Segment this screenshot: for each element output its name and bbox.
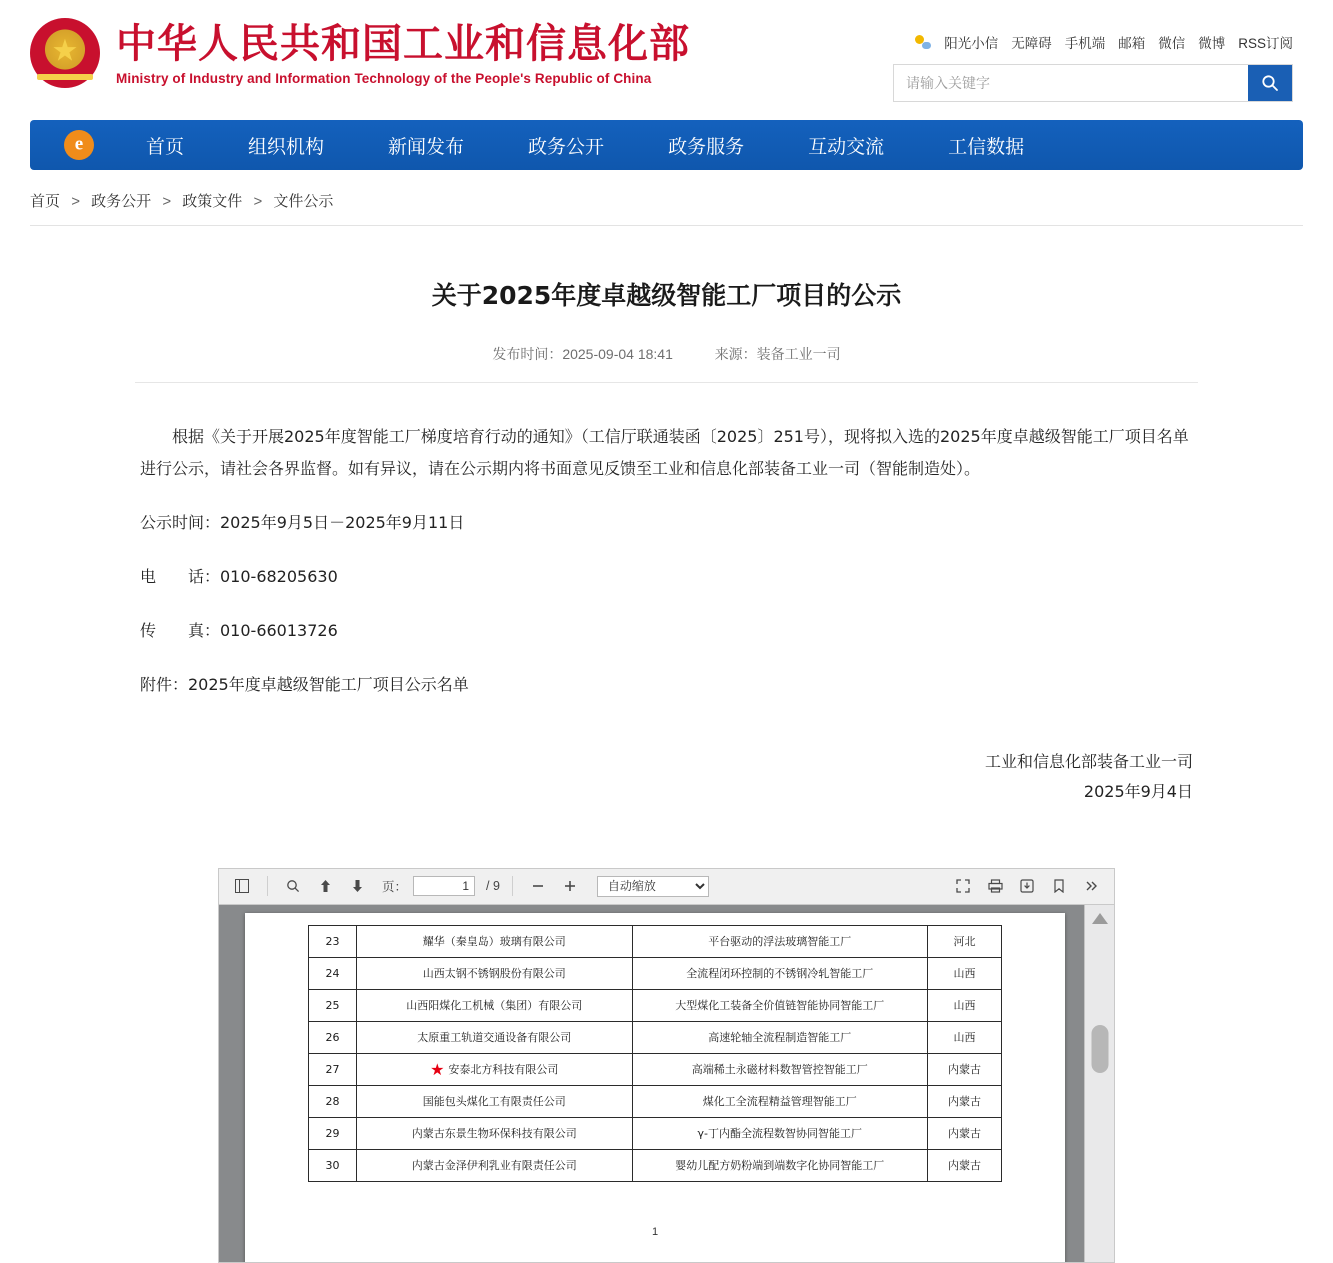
cell-company: 内蒙古金泽伊利乳业有限责任公司 <box>356 1149 632 1181</box>
table-row <box>309 1085 1002 1117</box>
pdf-page-footer-number: 1 <box>651 1225 659 1238</box>
search-input[interactable] <box>894 65 1248 101</box>
cell-project: 婴幼儿配方奶粉端到端数字化协同智能工厂 <box>632 1149 928 1181</box>
site-name-cn: 中华人民共和国工业和信息化部 <box>116 20 690 67</box>
search-bar <box>893 64 1293 102</box>
table-row <box>309 1053 1002 1085</box>
search-button[interactable] <box>1248 65 1292 101</box>
nav-item-data[interactable]: 工信数据 <box>948 135 1025 158</box>
zoom-level-select[interactable] <box>597 876 709 897</box>
article-body <box>140 421 1193 808</box>
bookmark-icon[interactable] <box>1046 874 1072 898</box>
nav-item-organization[interactable]: 组织机构 <box>248 135 325 158</box>
pdf-scrollbar[interactable] <box>1084 905 1114 1262</box>
publish-time-label: 发布时间： <box>492 346 563 362</box>
source-label: 来源： <box>714 346 757 362</box>
pdf-table <box>308 925 1002 1182</box>
main-nav <box>30 120 1303 170</box>
scroll-up-arrow-icon[interactable] <box>1092 913 1108 924</box>
print-icon[interactable] <box>982 874 1008 898</box>
cell-company: 山西阳煤化工机械（集团）有限公司 <box>356 989 632 1021</box>
more-tools-double-chevron-right-icon[interactable] <box>1078 874 1104 898</box>
article-paragraph: 根据《关于开展2025年度智能工厂梯度培育行动的通知》（工信厅联通装函〔2025〕251号），现将拟入选的2025年度卓越级智能工厂项目名单进行公示，请社会各界监督。如有异议，请在公示期内将书面意见反馈至工业和信息化部装备工业一司（智能制造处）。 <box>140 427 1189 478</box>
breadcrumb-item-home[interactable]: 首页 <box>30 193 61 210</box>
cell-no: 24 <box>309 957 357 989</box>
site-name-en: Ministry of Industry and Information Technology of the People's Republic of China <box>116 70 652 86</box>
cell-region: 山西 <box>928 957 1002 989</box>
notice-period-line: 公示时间：2025年9月5日－2025年9月11日 <box>140 513 465 532</box>
cell-no: 28 <box>309 1085 357 1117</box>
publish-time-value: 2025-09-04 18:41 <box>562 346 673 362</box>
nav-item-government-affairs[interactable]: 政务公开 <box>528 135 605 158</box>
top-link-sunshine[interactable]: 阳光小信 <box>944 36 999 51</box>
telephone-line: 电 话：010-68205630 <box>140 567 338 586</box>
cell-region: 内蒙古 <box>928 1149 1002 1181</box>
red-star-icon: ★ <box>430 1059 445 1079</box>
table-row <box>309 1021 1002 1053</box>
top-link-weibo[interactable]: 微博 <box>1198 36 1226 51</box>
find-search-icon[interactable] <box>280 874 306 898</box>
cell-company: 内蒙古东景生物环保科技有限公司 <box>356 1117 632 1149</box>
nav-item-news[interactable]: 新闻发布 <box>388 135 465 158</box>
attachment-line[interactable]: 附件：2025年度卓越级智能工厂项目公示名单 <box>140 675 469 694</box>
cell-company: 国能包头煤化工有限责任公司 <box>356 1085 632 1117</box>
cell-region: 内蒙古 <box>928 1085 1002 1117</box>
breadcrumb-item-government-affairs[interactable]: 政务公开 <box>91 193 152 210</box>
search-icon <box>1261 74 1279 92</box>
table-row <box>309 989 1002 1021</box>
top-link-wechat[interactable]: 微信 <box>1158 36 1186 51</box>
source-value: 装备工业一司 <box>756 346 841 362</box>
cell-no: 29 <box>309 1117 357 1149</box>
sun-cloud-icon <box>915 34 931 50</box>
signature-date: 2025年9月4日 <box>1083 782 1193 802</box>
nav-item-home[interactable]: 首页 <box>146 135 185 158</box>
national-emblem-icon <box>30 18 100 88</box>
cell-region: 河北 <box>928 925 1002 957</box>
signature-block <box>140 747 1193 808</box>
breadcrumb-separator: > <box>253 193 263 210</box>
table-row <box>309 957 1002 989</box>
breadcrumb-separator: > <box>162 193 172 210</box>
page-total-label: / 9 <box>486 879 500 894</box>
cell-company: 耀华（秦皇岛）玻璃有限公司 <box>356 925 632 957</box>
cell-project: 平台驱动的浮法玻璃智能工厂 <box>632 925 928 957</box>
table-row <box>309 1117 1002 1149</box>
cell-no: 30 <box>309 1149 357 1181</box>
cell-region: 内蒙古 <box>928 1117 1002 1149</box>
previous-page-arrow-up-icon[interactable] <box>312 874 338 898</box>
breadcrumb-separator: > <box>71 193 80 210</box>
nav-item-services[interactable]: 政务服务 <box>668 135 745 158</box>
top-link-rss[interactable]: RSS订阅 <box>1238 36 1293 51</box>
cell-project: 全流程闭环控制的不锈钢冷轧智能工厂 <box>632 957 928 989</box>
top-link-mail[interactable]: 邮箱 <box>1118 36 1146 51</box>
cell-project: 高端稀土永磁材料数智管控智能工厂 <box>632 1053 928 1085</box>
cell-no: 27 <box>309 1053 357 1085</box>
presentation-fullscreen-icon[interactable] <box>950 874 976 898</box>
page-number-label: 页： <box>382 880 408 895</box>
table-row <box>309 925 1002 957</box>
cell-project: 大型煤化工装备全价值链智能协同智能工厂 <box>632 989 928 1021</box>
download-icon[interactable] <box>1014 874 1040 898</box>
zoom-in-plus-icon[interactable] <box>557 874 583 898</box>
cell-region: 山西 <box>928 1021 1002 1053</box>
cell-company <box>356 1053 632 1085</box>
next-page-arrow-down-icon[interactable] <box>344 874 370 898</box>
cell-company: 太原重工轨道交通设备有限公司 <box>356 1021 632 1053</box>
site-brand[interactable] <box>30 18 690 88</box>
top-links <box>893 32 1293 52</box>
page-number-input[interactable] <box>413 876 475 896</box>
cell-no: 26 <box>309 1021 357 1053</box>
zoom-out-minus-icon[interactable] <box>525 874 551 898</box>
pdf-toolbar <box>218 868 1115 904</box>
cell-company-text: 安泰北方科技有限公司 <box>448 1062 559 1076</box>
breadcrumb <box>30 190 1303 226</box>
cell-project: 煤化工全流程精益管理智能工厂 <box>632 1085 928 1117</box>
cell-company: 山西太钢不锈钢股份有限公司 <box>356 957 632 989</box>
cell-region: 内蒙古 <box>928 1053 1002 1085</box>
cell-project: γ-丁内酯全流程数智协同智能工厂 <box>632 1117 928 1149</box>
pdf-viewer <box>218 868 1115 1263</box>
signature-department: 工业和信息化部装备工业一司 <box>984 752 1193 771</box>
miit-gear-icon <box>58 126 100 164</box>
pdf-page-1 <box>245 913 1065 1263</box>
page-title: 关于2025年度卓越级智能工厂项目的公示 <box>431 281 902 310</box>
cell-no: 23 <box>309 925 357 957</box>
cell-project: 高速轮轴全流程制造智能工厂 <box>632 1021 928 1053</box>
nav-item-interaction[interactable]: 互动交流 <box>808 135 885 158</box>
scrollbar-thumb[interactable] <box>1091 1025 1108 1073</box>
cell-no: 25 <box>309 989 357 1021</box>
table-row <box>309 1149 1002 1181</box>
header-right <box>893 18 1293 102</box>
pdf-canvas-area[interactable] <box>218 904 1115 1263</box>
top-link-accessibility[interactable]: 无障碍 <box>1011 36 1052 51</box>
top-link-mobile[interactable]: 手机端 <box>1064 36 1106 51</box>
article <box>0 276 1333 1263</box>
article-meta <box>135 344 1198 383</box>
sidebar-toggle-icon[interactable] <box>229 874 255 898</box>
breadcrumb-item-policy-docs[interactable]: 政策文件 <box>182 193 243 210</box>
cell-region: 山西 <box>928 989 1002 1021</box>
site-header <box>0 0 1333 112</box>
breadcrumb-item-document-notice[interactable]: 文件公示 <box>273 193 334 210</box>
fax-line: 传 真：010-66013726 <box>140 621 338 640</box>
brand-text <box>116 21 690 86</box>
